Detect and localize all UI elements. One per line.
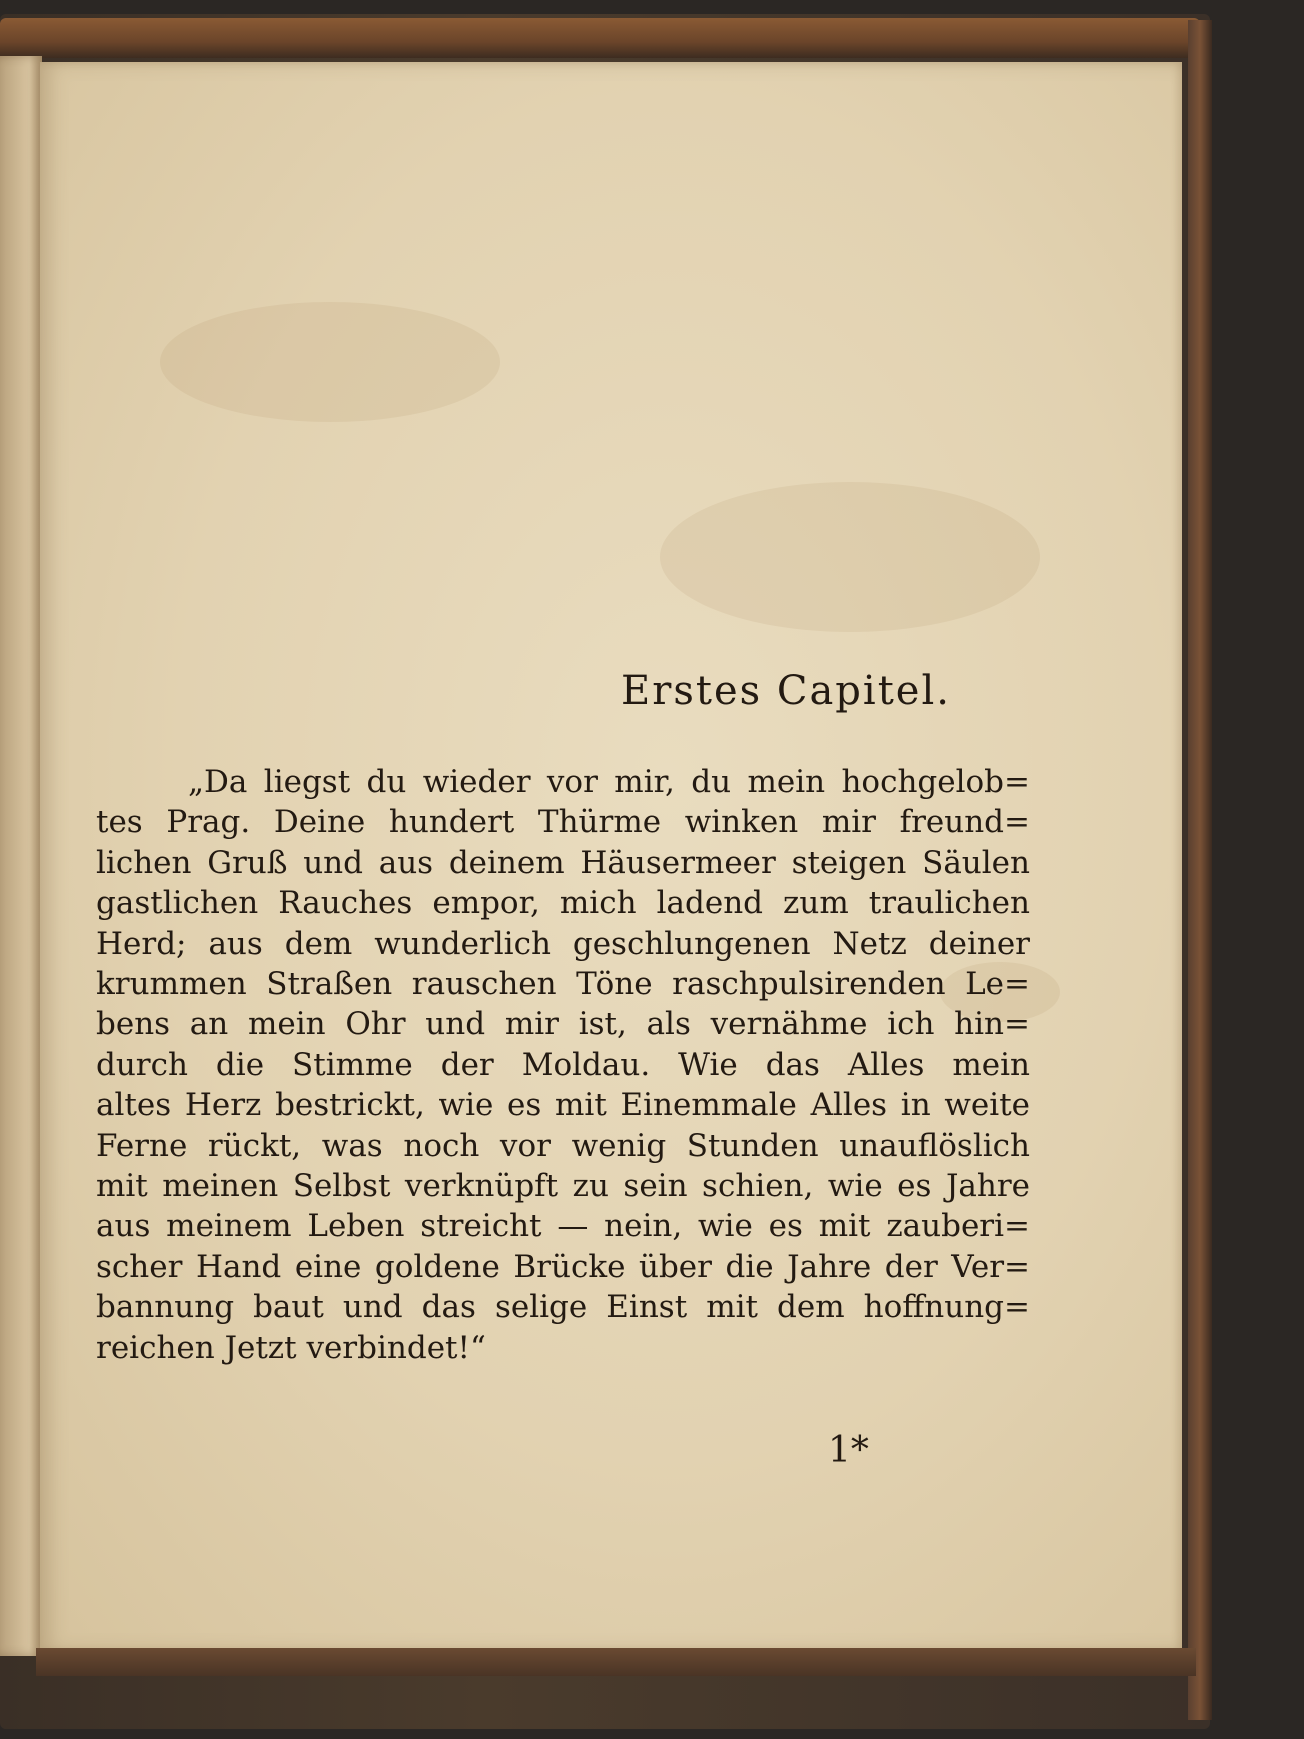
foxing-stain <box>660 482 1040 632</box>
text-line: durch die Stimme der Moldau. Wie das Alles mein <box>96 1046 1030 1083</box>
text-line: Herd; aus dem wunderlich geschlungenen Netz deiner <box>96 925 1030 962</box>
text-line: bens an mein Ohr und mir ist, als vernähme ich hin= <box>96 1006 1030 1043</box>
chapter-paragraph <box>96 762 1030 1368</box>
text-line: altes Herz bestrickt, wie es mit Einemmale Alles in weite <box>96 1087 1030 1124</box>
signature-mark: 1* <box>828 1430 869 1471</box>
book-page <box>40 62 1182 1652</box>
cover-right-edge <box>1188 20 1212 1720</box>
facing-page-edge <box>0 56 42 1656</box>
text-line: „Da liegst du wieder vor mir, du mein hochgelob= <box>188 764 1030 800</box>
text-line: aus meinem Leben streicht — nein, wie es mit zauberi= <box>96 1208 1030 1245</box>
text-line: krummen Straßen rauschen Töne raschpulsirenden Le= <box>96 966 1030 1003</box>
chapter-heading <box>40 668 1182 714</box>
text-line: lichen Gruß und aus deinem Häusermeer steigen Säulen <box>96 844 1030 881</box>
text-line: mit meinen Selbst verknüpft zu sein schien, wie es Jahre <box>96 1168 1030 1205</box>
cover-bottom-edge <box>36 1648 1196 1676</box>
text-line: Ferne rückt, was noch vor wenig Stunden unauflöslich <box>96 1127 1030 1164</box>
text-line: scher Hand eine goldene Brücke über die Jahre der Ver= <box>96 1248 1030 1285</box>
text-line: bannung baut und das selige Einst mit dem hoffnung= <box>96 1289 1030 1326</box>
chapter-title: Erstes Capitel. <box>621 668 951 714</box>
text-line: reichen Jetzt verbindet!“ <box>96 1329 486 1366</box>
cover-top-edge <box>0 18 1200 58</box>
text-line: gastlichen Rauches empor, mich ladend zum traulichen <box>96 885 1030 922</box>
foxing-stain <box>160 302 500 422</box>
text-line: tes Prag. Deine hundert Thürme winken mir freund= <box>96 804 1030 841</box>
